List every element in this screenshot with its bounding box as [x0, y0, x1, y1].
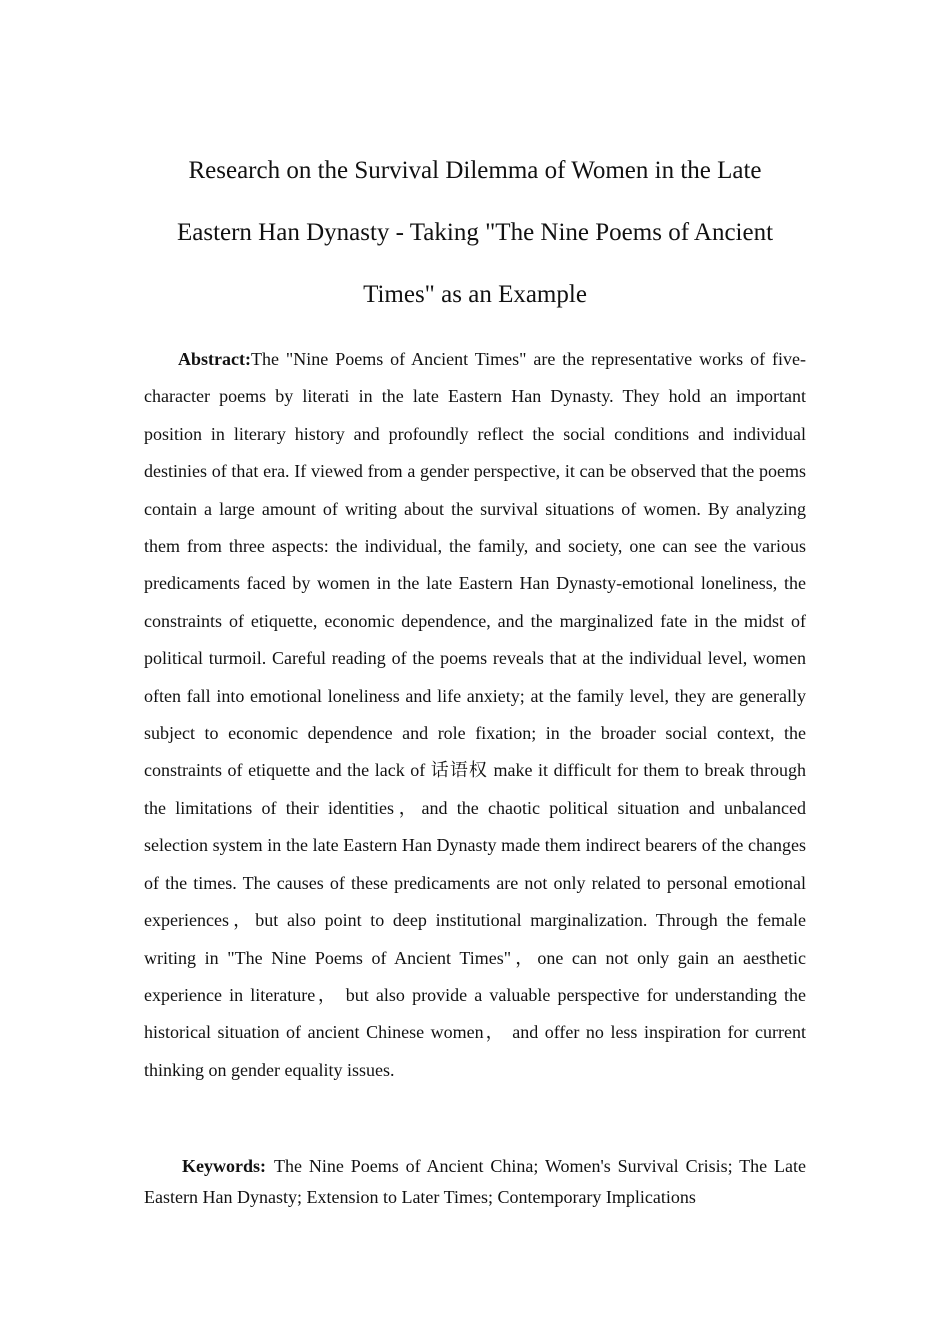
keywords-text: The Nine Poems of Ancient China; Women's Survival Crisis; The Late Eastern Han Dynasty; Extension to Later Times; Contemporary Implications [144, 1156, 806, 1207]
title-line-3: Times" as an Example [363, 281, 587, 308]
title-line-1: Research on the Survival Dilemma of Women in the Late [188, 157, 762, 184]
keywords-paragraph [144, 1151, 806, 1213]
paper-title [150, 140, 800, 326]
title-line-2: Eastern Han Dynasty - Taking "The Nine Poems of Ancient [176, 219, 774, 246]
abstract-label: Abstract: [178, 349, 251, 369]
keywords-label: Keywords: [182, 1156, 266, 1176]
abstract-paragraph [144, 341, 806, 1089]
abstract-text: The "Nine Poems of Ancient Times" are the representative works of five-character poems by literati in the late Eastern Han Dynasty. They hold an important position in literary history and profoundly reflect the social conditions and individual destinies of that era. If viewed from a gender perspective, it can be observed that the poems contain a large amount of writing about the survival situations of women. By analyzing them from three aspects: the individual, the family, and society, one can see the various predicaments faced by women in the late Eastern Han Dynasty-emotional loneliness, the constraints of etiquette, economic dependence, and the marginalized fate in the midst of political turmoil. Careful reading of the poems reveals that at the individual level, women often fall into emotional loneliness and life anxiety; at the family level, they are generally subject to economic dependence and role fixation; in the broader social context, the constraints of etiquette and the lack of 话语权 make it difficult for them to break through the limitations of their identities，and the chaotic political situation and unbalanced selection system in the late Eastern Han Dynasty made them indirect bearers of the changes of the times. The causes of these predicaments are not only related to personal emotional experiences，but also point to deep institutional marginalization. Through the female writing in "The Nine Poems of Ancient Times"，one can not only gain an aesthetic experience in literature， but also provide a valuable perspective for understanding the historical situation of ancient Chinese women， and offer no less inspiration for current thinking on gender equality issues. [144, 349, 806, 1080]
